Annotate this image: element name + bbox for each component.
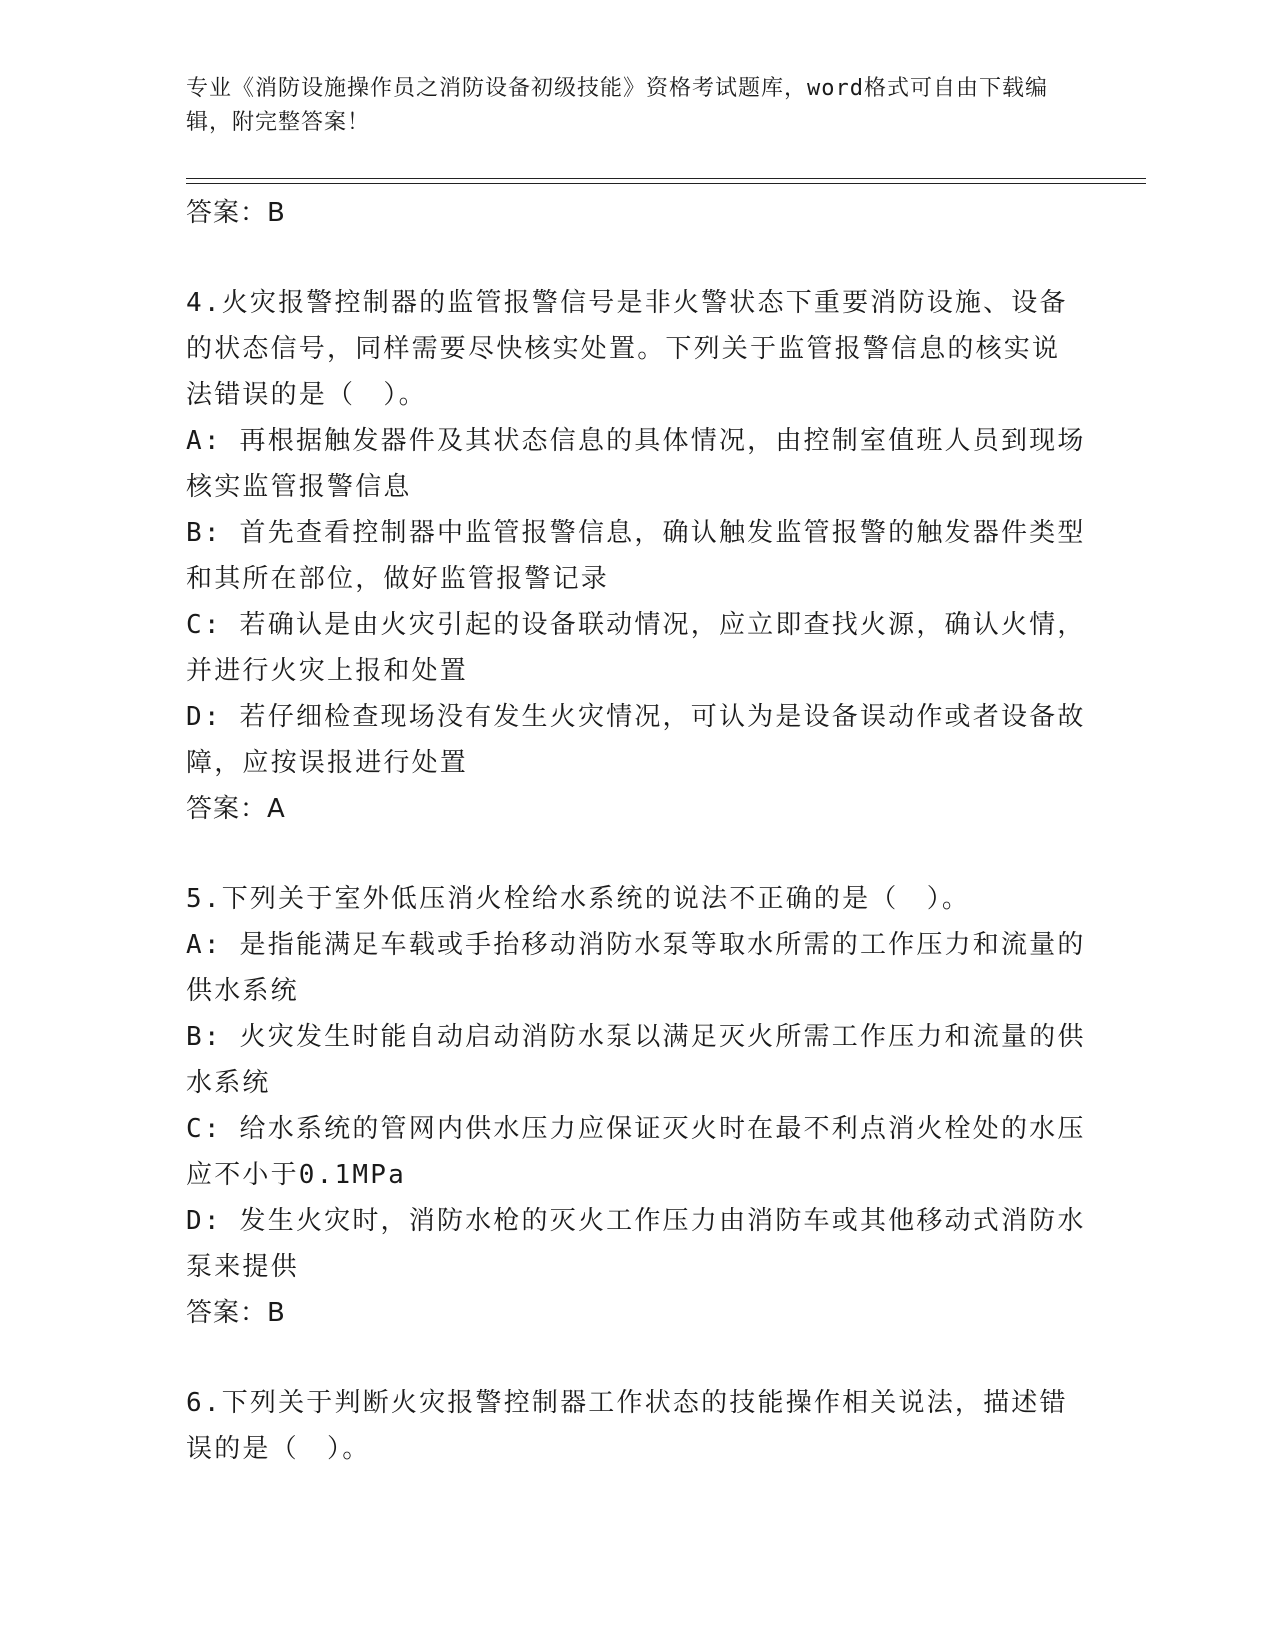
option-a: A: 再根据触发器件及其状态信息的具体情况，由控制室值班人员到现场核实监管报警信息 [186, 426, 1086, 502]
option-a: A: 是指能满足车载或手抬移动消防水泵等取水所需的工作压力和流量的供水系统 [186, 930, 1086, 1006]
header-rule-bottom [186, 183, 1146, 184]
header-text: 专业《消防设施操作员之消防设备初级技能》资格考试题库，word格式可自由下载编辑，附完整答案！ [186, 76, 1048, 135]
question-6 [186, 1380, 1086, 1472]
answer-q4: 答案：A [186, 794, 286, 824]
option-d: D: 若仔细检查现场没有发生火灾情况，可认为是设备误动作或者设备故障，应按误报进行处置 [186, 702, 1086, 778]
answer-q5: 答案：B [186, 1298, 286, 1328]
question-stem: 5.下列关于室外低压消火栓给水系统的说法不正确的是（ ）。 [186, 884, 971, 914]
question-4 [186, 280, 1086, 832]
option-b: B: 首先查看控制器中监管报警信息，确认触发监管报警的触发器件类型和其所在部位，做好监管报警记录 [186, 518, 1086, 594]
question-stem: 6.下列关于判断火灾报警控制器工作状态的技能操作相关说法，描述错误的是（ ）。 [186, 1388, 1068, 1464]
document-body [186, 190, 1086, 1472]
question-stem: 4.火灾报警控制器的监管报警信号是非火警状态下重要消防设施、设备的状态信号，同样需要尽快核实处置。下列关于监管报警信息的核实说法错误的是（ ）。 [186, 288, 1068, 410]
answer-q3: 答案：B [186, 198, 286, 228]
option-c: C: 若确认是由火灾引起的设备联动情况，应立即查找火源，确认火情，并进行火灾上报和处置 [186, 610, 1086, 686]
question-5 [186, 876, 1086, 1336]
option-d: D: 发生火灾时，消防水枪的灭火工作压力由消防车或其他移动式消防水泵来提供 [186, 1206, 1086, 1282]
option-c: C: 给水系统的管网内供水压力应保证灭火时在最不利点消火栓处的水压应不小于0.1MPa [186, 1114, 1086, 1190]
header-rule-top [186, 178, 1146, 179]
document-header [186, 72, 1066, 140]
option-b: B: 火灾发生时能自动启动消防水泵以满足灭火所需工作压力和流量的供水系统 [186, 1022, 1086, 1098]
